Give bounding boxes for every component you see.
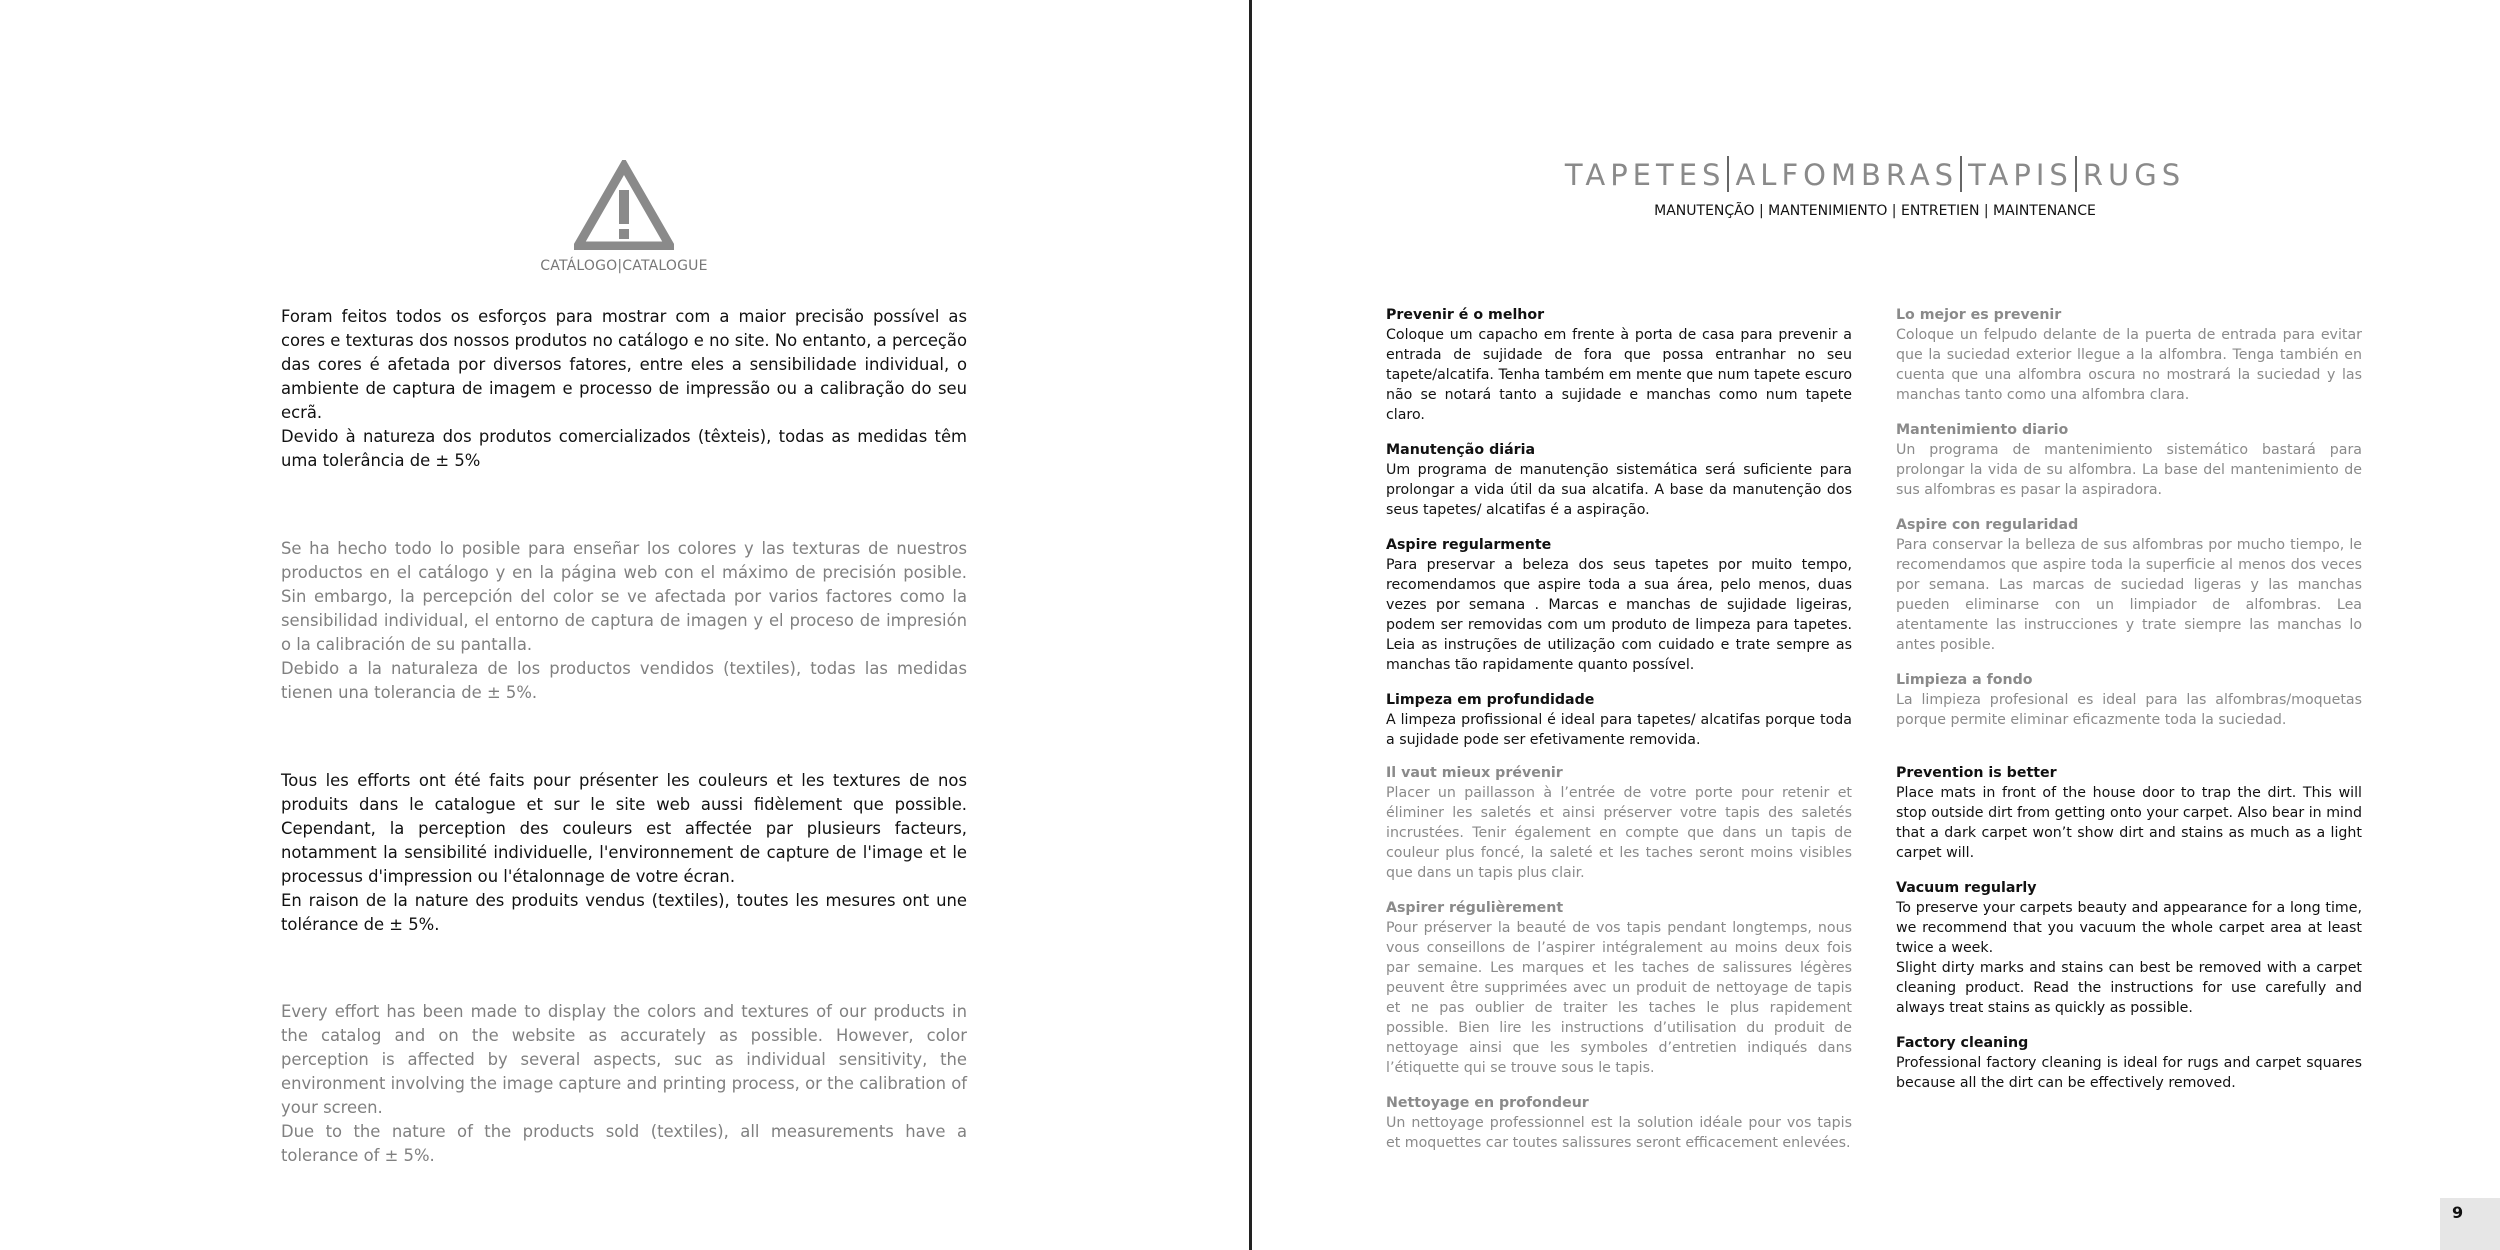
catalog-label: CATÁLOGO|CATALOGUE: [540, 258, 708, 274]
section-pt-4: [1386, 690, 1852, 750]
page-number-box: [2440, 1198, 2500, 1250]
disclaimer-fr-p2: En raison de la nature des produits vendus (textiles), toutes les mesures ont une tolérance de ± 5%.: [281, 891, 967, 934]
disclaimer-es: [281, 537, 967, 705]
section-text: To preserve your carpets beauty and appearance for a long time, we recommend that you vacuum the whole carpet area at least twice a week.: [1896, 900, 2362, 956]
title-tapis: TAPIS: [1968, 158, 2073, 192]
section-text: Place mats in front of the house door to trap the dirt. This will stop outside dirt from getting onto your carpet. Also bear in mind that a dark carpet won’t show dirt and stains as much as a light carpet will.: [1896, 785, 2362, 861]
page-divider: [1249, 0, 1252, 1250]
section-text: Un programa de mantenimiento sistemático bastará para prolongar la vida de su alfombra. La base del mantenimiento de sus alfombras es pasar la aspiradora.: [1896, 442, 2362, 498]
section-heading: Factory cleaning: [1896, 1035, 2029, 1051]
section-text: Pour préserver la beauté de vos tapis pendant longtemps, nous vous conseillons de l’aspirer intégralement au moins deux fois par semaine. Les marques et les taches de salissures légères peuvent être supprimées avec un produit de nettoyage de tapis et ne pas oublier de traiter les taches le plus rapidement possible. Bien lire les instructions d’utilisation du produit de nettoyage ainsi que les symboles d’entretien indiqués dans l’étiquette qui se trouve sous le tapis.: [1386, 920, 1852, 1076]
disclaimer-pt: [281, 305, 967, 473]
page-subtitle: MANUTENÇÃO | MANTENIMIENTO | ENTRETIEN | MAINTENANCE: [1654, 203, 2096, 219]
section-fr-2: [1386, 898, 1852, 1078]
section-heading: Manutenção diária: [1386, 442, 1536, 458]
section-heading: Il vaut mieux prévenir: [1386, 765, 1563, 781]
title-tapetes: TAPETES: [1564, 158, 1726, 192]
disclaimer-es-p1: Se ha hecho todo lo posible para enseñar los colores y las texturas de nuestros productos en el catálogo y en la página web con el máximo de precisión posible. Sin embargo, la percepción del color se ve afectada por varios factores como la sensibilidad individual, el entorno de captura de imagen y el proceso de impresión o la calibración de su pantalla.: [281, 539, 967, 654]
section-es-3: [1896, 515, 2362, 655]
section-heading: Lo mejor es prevenir: [1896, 307, 2062, 323]
section-en-3: [1896, 1033, 2362, 1093]
maintenance-pt-column: [1386, 305, 1852, 765]
section-heading: Nettoyage en profondeur: [1386, 1095, 1589, 1111]
title-alfombras: ALFOMBRAS: [1735, 158, 1959, 192]
section-es-2: [1896, 420, 2362, 500]
section-heading: Mantenimiento diario: [1896, 422, 2069, 438]
section-text: Slight dirty marks and stains can best be removed with a carpet cleaning product. Read the instructions for use carefully and always treat stains as quickly as possible.: [1896, 960, 2362, 1016]
disclaimer-es-p2: Debido a la naturaleza de los productos vendidos (textiles), todas las medidas tienen una tolerancia de ± 5%.: [281, 659, 967, 702]
title-rugs: RUGS: [2082, 158, 2186, 192]
section-heading: Limpeza em profundidade: [1386, 692, 1595, 708]
section-pt-2: [1386, 440, 1852, 520]
section-en-2: [1896, 878, 2362, 958]
section-text: Professional factory cleaning is ideal for rugs and carpet squares because all the dirt can be effectively removed.: [1896, 1055, 2362, 1091]
section-es-4: [1896, 670, 2362, 730]
warning-triangle-icon: [574, 160, 674, 250]
maintenance-es-column: [1896, 305, 2362, 745]
disclaimer-pt-p1: Foram feitos todos os esforços para mostrar com a maior precisão possível as cores e texturas dos nossos produtos no catálogo e no site. No entanto, a perceção das cores é afetada por diversos fatores, entre eles a sensibilidade individual, o ambiente de captura de imagem e processo de impressão ou a calibração do seu ecrã.: [281, 307, 967, 422]
section-heading: Vacuum regularly: [1896, 880, 2037, 896]
section-text: Un nettoyage professionnel est la solution idéale pour vos tapis et moquettes car toutes salissures seront efficacement enlevées.: [1386, 1115, 1852, 1151]
disclaimer-pt-p2: Devido à natureza dos produtos comercializados (têxteis), todas as medidas têm uma tolerância de ± 5%: [281, 427, 967, 470]
section-fr-1: [1386, 763, 1852, 883]
page-title: [1555, 158, 2195, 195]
section-text: Coloque um capacho em frente à porta de casa para prevenir a entrada de sujidade de fora que possa entranhar no seu tapete/alcatifa. Tenha também em mente que num tapete escuro não se notará tanto a sujidade e manchas como num tapete claro.: [1386, 327, 1852, 423]
section-heading: Prevention is better: [1896, 765, 2057, 781]
disclaimer-en: [281, 1000, 967, 1168]
section-text: Coloque un felpudo delante de la puerta de entrada para evitar que la suciedad exterior llegue a la alfombra. Tenga también en cuenta que una alfombra oscura no mostrará la suciedad y las manchas tanto como una alfombra clara.: [1896, 327, 2362, 403]
section-heading: Aspire con regularidad: [1896, 517, 2079, 533]
section-text: A limpeza profissional é ideal para tapetes/ alcatifas porque toda a sujidade pode ser efetivamente removida.: [1386, 712, 1852, 748]
disclaimer-en-p1: Every effort has been made to display the colors and textures of our products in the catalog and on the website as accurately as possible. However, color perception is affected by several aspects, suc as individual sensitivity, the environment involving the image capture and printing process, or the calibration of your screen.: [281, 1002, 967, 1117]
maintenance-en-column: [1896, 763, 2362, 1108]
section-heading: Prevenir é o melhor: [1386, 307, 1545, 323]
page-number: 9: [2452, 1203, 2464, 1222]
section-en-1: [1896, 763, 2362, 863]
section-es-1: [1896, 305, 2362, 405]
section-fr-3: [1386, 1093, 1852, 1153]
disclaimer-en-p2: Due to the nature of the products sold (textiles), all measurements have a tolerance of ± 5%.: [281, 1122, 967, 1165]
disclaimer-fr-p1: Tous les efforts ont été faits pour présenter les couleurs et les textures de nos produits dans le catalogue et sur le site web aussi fidèlement que possible. Cependant, la perception des couleurs est affectée par plusieurs facteurs, notamment la sensibilité individuelle, l'environnement de capture de l'image et le processus d'impression ou l'étalonnage de votre écran.: [281, 771, 967, 886]
section-en-2b: [1896, 958, 2362, 1018]
section-heading: Aspire regularmente: [1386, 537, 1552, 553]
section-text: La limpieza profesional es ideal para las alfombras/moquetas porque permite eliminar eficazmente toda la suciedad.: [1896, 692, 2362, 728]
section-pt-3: [1386, 535, 1852, 675]
section-heading: Aspirer régulièrement: [1386, 900, 1564, 916]
section-pt-1: [1386, 305, 1852, 425]
disclaimer-fr: [281, 769, 967, 937]
section-text: Para conservar la belleza de sus alfombras por mucho tiempo, le recomendamos que aspire toda la superficie al menos dos veces por semana. Las marcas de suciedad ligeras y las manchas pueden eliminarse con un limpiador de alfombras. Lea atentamente las instrucciones y trate siempre las manchas lo antes posible.: [1896, 537, 2362, 653]
maintenance-fr-column: [1386, 763, 1852, 1168]
section-text: Um programa de manutenção sistemática será suficiente para prolongar a vida útil da sua alcatifa. A base da manutenção dos seus tapetes/ alcatifas é a aspiração.: [1386, 462, 1852, 518]
section-text: Placer un paillasson à l’entrée de votre porte pour retenir et éliminer les saletés et ainsi préserver votre tapis des saletés incrustées. Tenir également en compte que dans un tapis de couleur plus foncé, la saleté et les taches seront moins visibles que dans un tapis plus clair.: [1386, 785, 1852, 881]
section-text: Para preservar a beleza dos seus tapetes por muito tempo, recomendamos que aspire toda a sua área, pelo menos, duas vezes por semana . Marcas e manchas de sujidade ligeiras, podem ser removidas com um produto de limpeza para tapetes. Leia as instruções de utilização com cuidado e trate sempre as manchas tão rapidamente quanto possível.: [1386, 557, 1852, 673]
section-heading: Limpieza a fondo: [1896, 672, 2033, 688]
